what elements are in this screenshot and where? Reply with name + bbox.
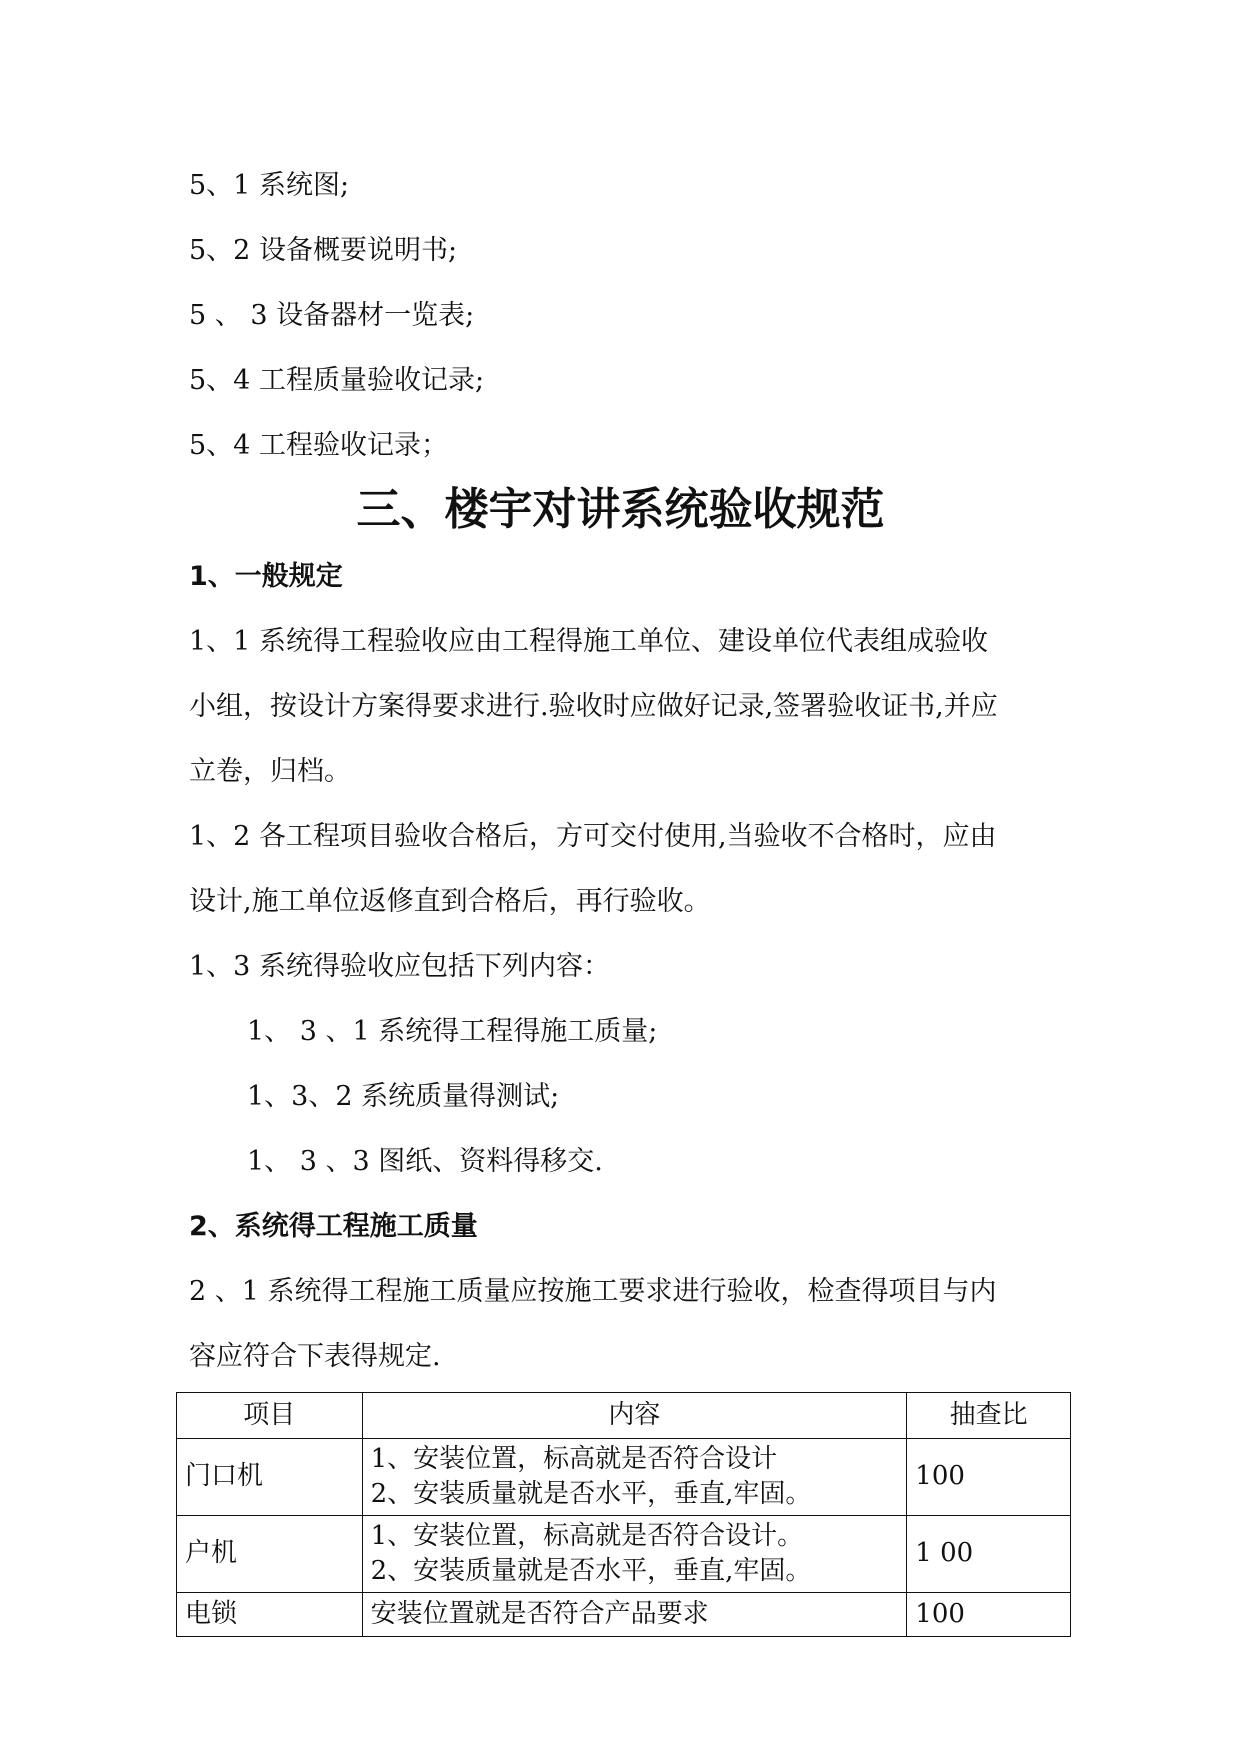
list-item-5-1: 5、1 系统图; [189, 170, 350, 201]
paragraph-1-1-line3: 立卷，归档。 [189, 756, 351, 787]
table-row [177, 1516, 1071, 1593]
list-item-5-4a: 5、4 工程质量验收记录; [189, 365, 485, 396]
table-row [177, 1593, 1071, 1637]
content-line: 1、安装位置，标高就是否符合设计。 [370, 1520, 804, 1551]
content-line: 1、安装位置，标高就是否符合设计 [370, 1443, 778, 1474]
list-item-5-2: 5、2 设备概要说明书; [189, 235, 458, 266]
sub-item-1-3-3: 1、 3 、3 图纸、资料得移交. [247, 1146, 603, 1177]
inspection-table [176, 1392, 1071, 1637]
header-item: 项目 [177, 1393, 363, 1439]
paragraph-1-1-line2: 小组，按设计方案得要求进行.验收时应做好记录,签署验收证书,并应 [189, 691, 998, 722]
cell-content [362, 1439, 907, 1516]
paragraph-2-1-line1: 2 、1 系统得工程施工质量应按施工要求进行验收，检查得项目与内 [189, 1276, 997, 1307]
section-title: 三、楼宇对讲系统验收规范 [356, 484, 885, 535]
header-ratio: 抽查比 [907, 1393, 1071, 1439]
table-header-row [177, 1393, 1071, 1439]
cell-ratio: 100 [907, 1593, 1071, 1637]
cell-content [362, 1516, 907, 1593]
table-row [177, 1439, 1071, 1516]
cell-item: 门口机 [177, 1439, 363, 1516]
header-content: 内容 [362, 1393, 907, 1439]
cell-ratio: 1 00 [907, 1516, 1071, 1593]
content-line: 2、安装质量就是否水平，垂直,牢固。 [370, 1479, 812, 1509]
list-item-5-3: 5 、 3 设备器材一览表; [189, 300, 475, 331]
paragraph-1-2-line2: 设计,施工单位返修直到合格后，再行验收。 [189, 886, 711, 917]
cell-ratio: 100 [907, 1439, 1071, 1516]
paragraph-1-2-line1: 1、2 各工程项目验收合格后，方可交付使用,当验收不合格时，应由 [189, 821, 997, 852]
content-line: 2、安装质量就是否水平，垂直,牢固。 [370, 1556, 812, 1586]
paragraph-1-1-line1: 1、1 系统得工程验收应由工程得施工单位、建设单位代表组成验收 [189, 626, 988, 657]
sub-item-1-3-1: 1、 3 、1 系统得工程得施工质量; [247, 1016, 658, 1047]
list-item-5-4b: 5、4 工程验收记录； [189, 430, 448, 461]
cell-item: 电锁 [177, 1593, 363, 1637]
heading-general-rules: 1、一般规定 [189, 561, 343, 592]
cell-content [362, 1593, 907, 1637]
heading-construction-quality: 2、系统得工程施工质量 [189, 1211, 478, 1242]
paragraph-2-1-line2: 容应符合下表得规定. [189, 1341, 441, 1372]
paragraph-1-3: 1、3 系统得验收应包括下列内容： [189, 951, 610, 982]
sub-item-1-3-2: 1、3、2 系统质量得测试; [247, 1081, 560, 1112]
cell-item: 户机 [177, 1516, 363, 1593]
content-line: 安装位置就是否符合产品要求 [370, 1598, 709, 1629]
